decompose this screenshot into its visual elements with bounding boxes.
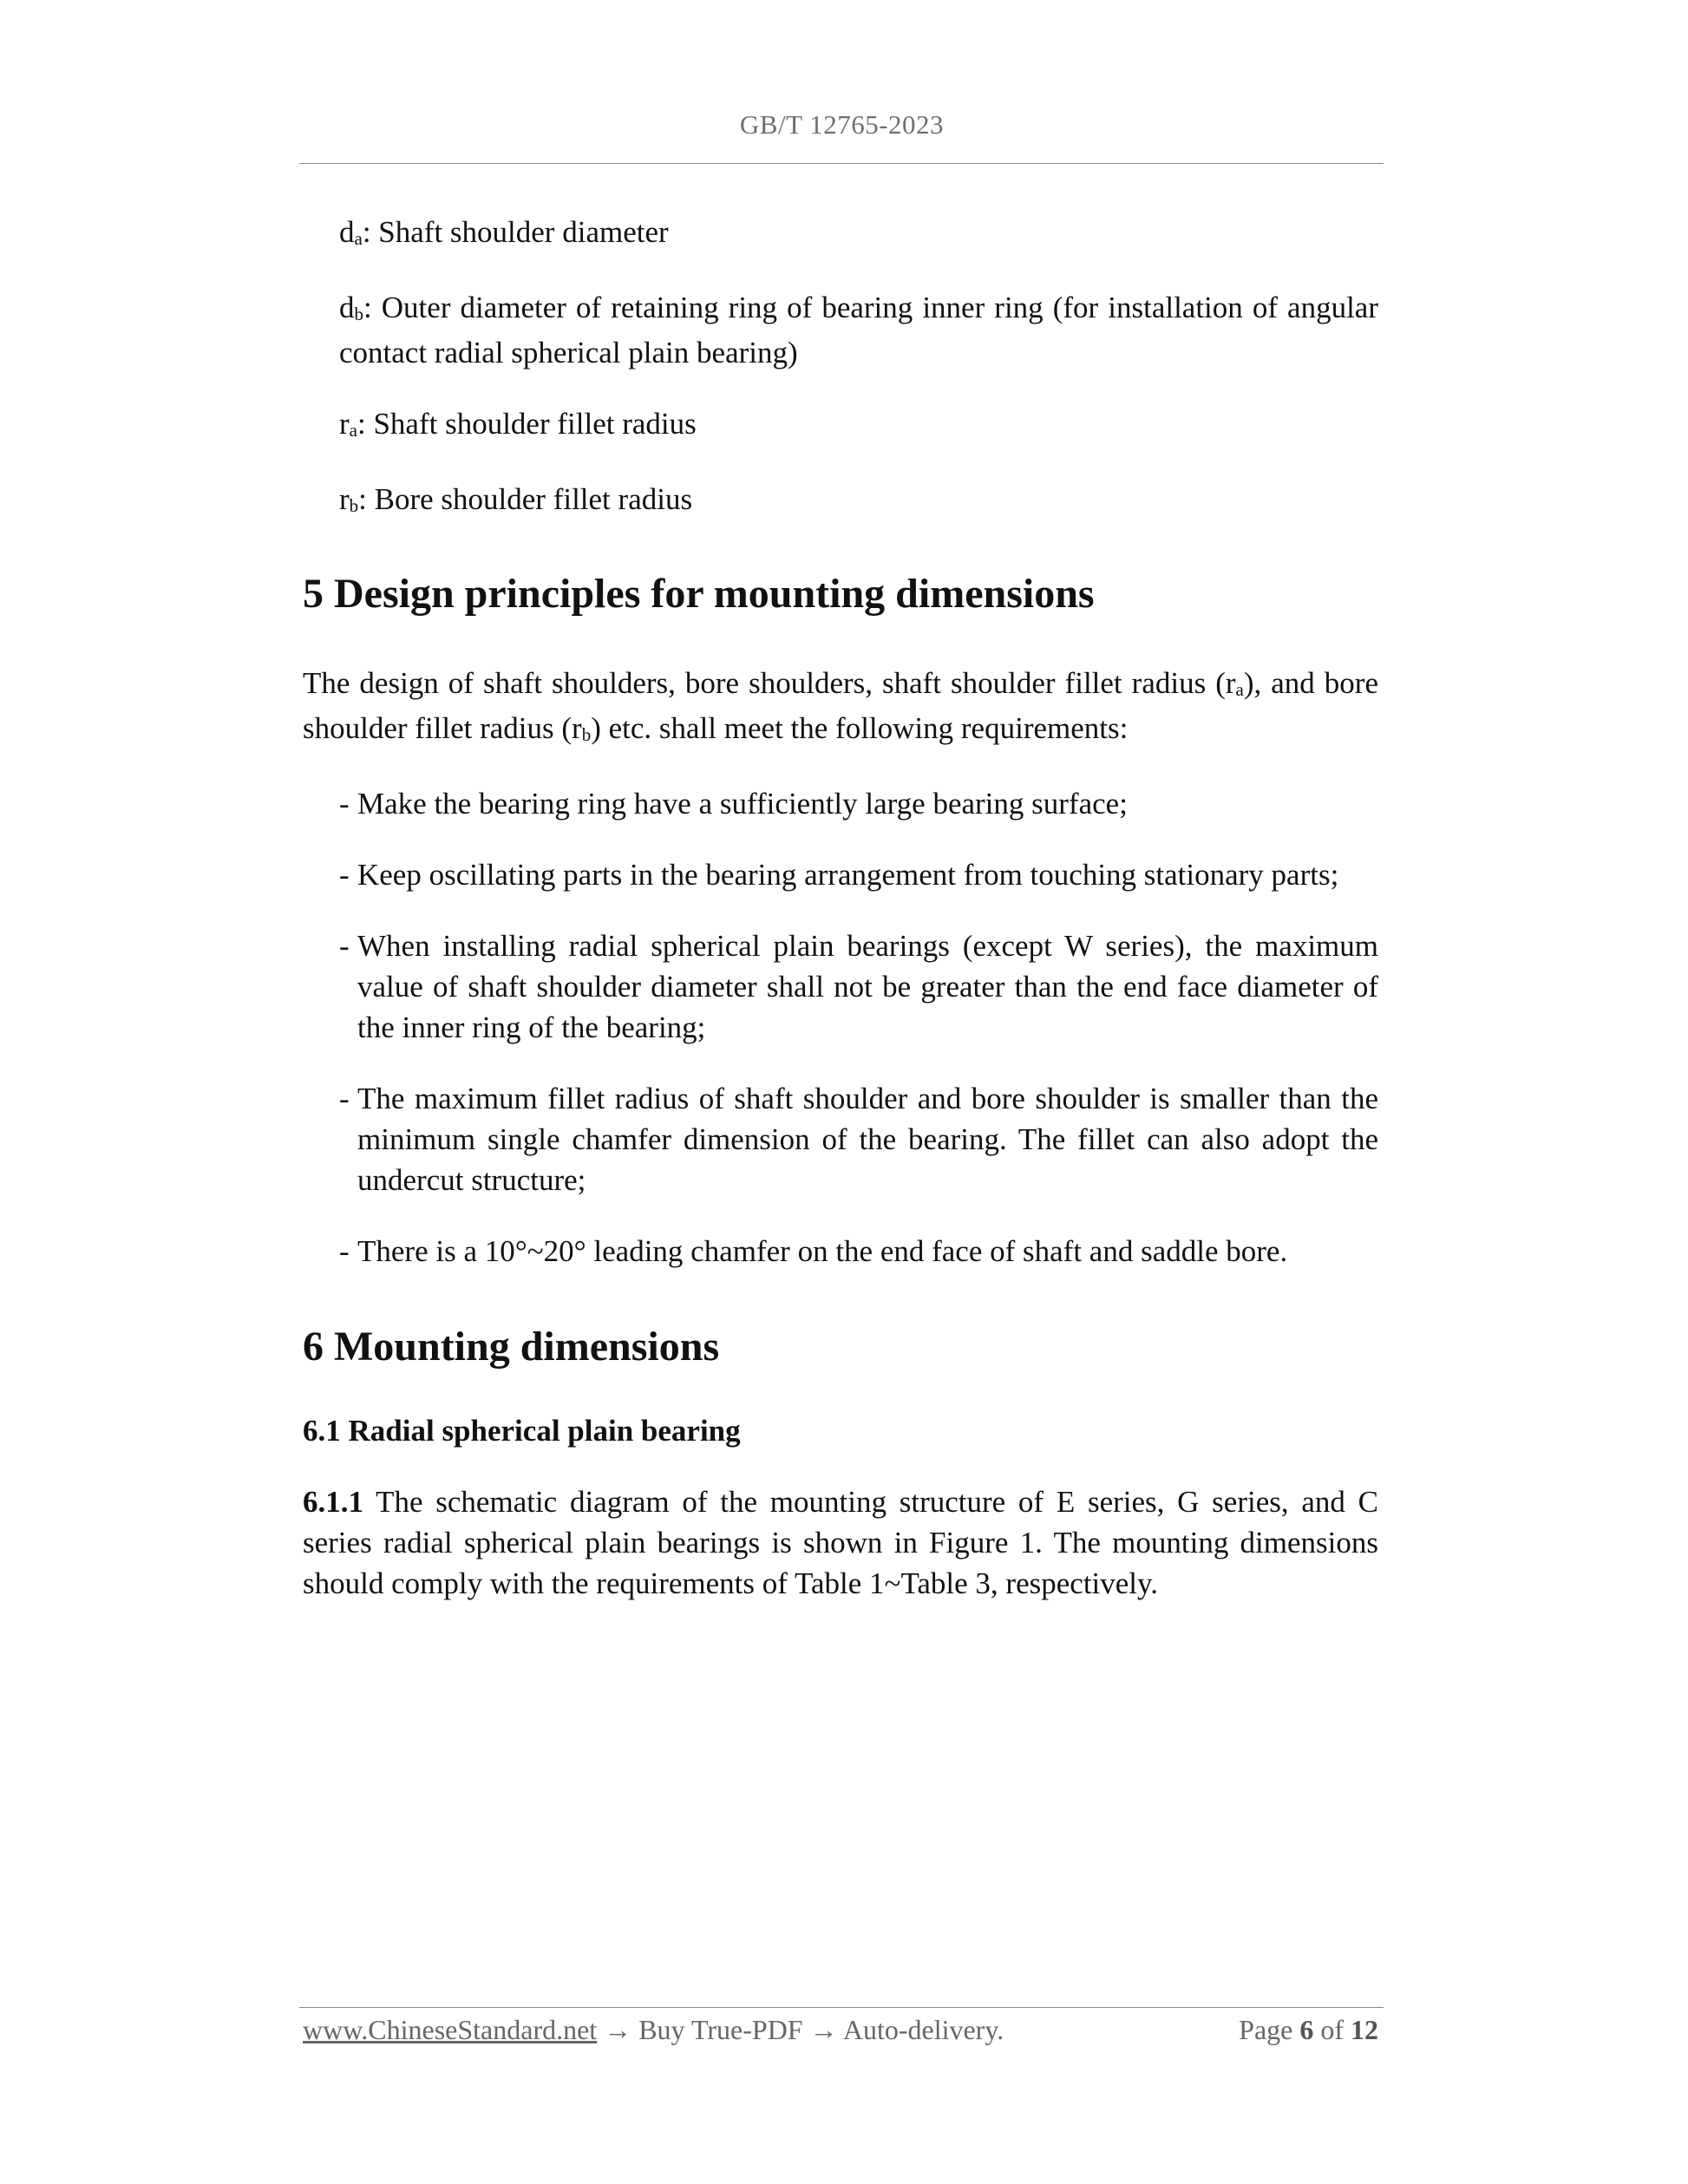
section-6-1-heading: 6.1 Radial spherical plain bearing	[303, 1414, 741, 1448]
page-content	[303, 212, 1378, 1604]
buy-text: Buy True-PDF	[631, 2014, 810, 2045]
page-word: Page	[1239, 2014, 1293, 2045]
definition-db	[339, 287, 1378, 373]
intro-text: The design of shaft shoulders, bore shoulders, shaft shoulder fillet radius (r	[303, 666, 1236, 700]
definition-symbol: r	[339, 482, 350, 516]
footer-promo	[303, 2009, 1004, 2050]
requirements-list	[303, 783, 1378, 1272]
intro-subscript: b	[581, 724, 592, 745]
footer-rule	[299, 2007, 1384, 2008]
dash-bullet: -	[339, 929, 350, 963]
section-5-intro	[303, 663, 1378, 753]
arrow-icon: →	[604, 2014, 632, 2045]
requirement-item	[339, 1078, 1378, 1200]
requirement-item	[339, 783, 1378, 824]
dash-bullet: -	[339, 787, 350, 821]
section-6-heading: 6 Mounting dimensions	[303, 1324, 720, 1370]
requirement-text: The maximum fillet radius of shaft shoulder and bore shoulder is smaller than the minimum single chamfer dimension of the bearing. The fillet can also adopt the undercut structure;	[357, 1082, 1378, 1197]
definition-symbol: d	[339, 215, 355, 249]
requirement-item	[339, 1231, 1378, 1272]
definition-text: : Outer diameter of retaining ring of bearing inner ring (for installation of angular contact radial spherical plain bearing)	[339, 291, 1378, 369]
dash-bullet: -	[339, 1082, 350, 1115]
clause-text: The schematic diagram of the mounting structure of E series, G series, and C series radial spherical plain bearings is shown in Figure 1. The mounting dimensions should comply with the requirements of Table 1~Table 3, respectively.	[303, 1485, 1378, 1600]
requirement-text: Make the bearing ring have a sufficiently large bearing surface;	[357, 787, 1128, 821]
requirement-item	[339, 925, 1378, 1048]
requirement-text: There is a 10°~20° leading chamfer on the end face of shaft and saddle bore.	[357, 1234, 1288, 1268]
intro-text: ) etc. shall meet the following requirements:	[591, 711, 1129, 745]
clause-number: 6.1.1	[303, 1485, 363, 1519]
requirement-text: Keep oscillating parts in the bearing arrangement from touching stationary parts;	[357, 858, 1339, 892]
arrow-icon: →	[809, 2014, 838, 2045]
definition-da	[339, 212, 1378, 257]
page-header-standard-id: GB/T 12765-2023	[739, 109, 945, 140]
of-word: of	[1320, 2014, 1344, 2045]
intro-subscript: a	[1235, 679, 1244, 700]
definition-subscript: b	[349, 495, 359, 516]
total-pages: 12	[1351, 2014, 1378, 2045]
chinesestandard-link[interactable]: www.ChineseStandard.net	[303, 2014, 598, 2045]
definition-symbol: d	[339, 291, 355, 324]
definition-text: : Shaft shoulder fillet radius	[357, 407, 697, 441]
page-number: 6	[1299, 2014, 1314, 2045]
symbol-definitions	[303, 212, 1378, 524]
clause-6-1-1	[303, 1481, 1378, 1604]
intro-text: ), and bore shoulder fillet radius (r	[303, 666, 1378, 745]
definition-subscript: a	[354, 228, 363, 249]
definition-subscript: a	[349, 420, 357, 441]
page-counter	[1239, 2009, 1378, 2050]
section-5-heading: 5 Design principles for mounting dimensions	[303, 571, 1095, 617]
page-footer	[303, 2009, 1378, 2050]
header-rule	[299, 163, 1384, 164]
definition-ra	[339, 403, 1378, 448]
definition-rb	[339, 479, 1378, 524]
dash-bullet: -	[339, 1234, 350, 1268]
requirement-text: When installing radial spherical plain bearings (except W series), the maximum value of shaft shoulder diameter shall not be greater than the end face diameter of the inner ring of the bearing;	[357, 929, 1378, 1044]
dash-bullet: -	[339, 858, 350, 892]
definition-subscript: b	[354, 304, 363, 324]
definition-text: : Shaft shoulder diameter	[362, 215, 669, 249]
definition-text: : Bore shoulder fillet radius	[358, 482, 693, 516]
delivery-text: Auto-delivery.	[837, 2014, 1004, 2045]
requirement-item	[339, 854, 1378, 895]
definition-symbol: r	[339, 407, 350, 441]
